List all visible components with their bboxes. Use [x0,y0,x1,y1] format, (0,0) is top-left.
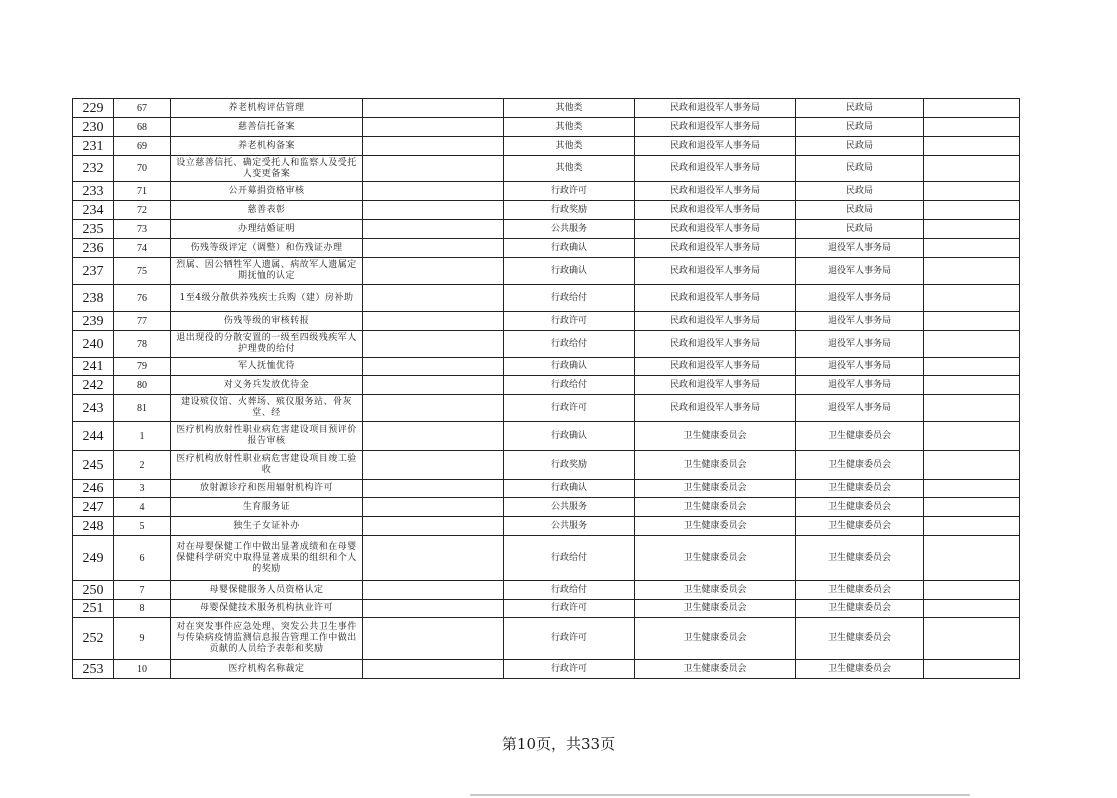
sub-number: 75 [114,258,171,285]
department: 卫生健康委员会 [635,498,796,517]
scan-edge-line [470,794,970,796]
item-type: 行政确认 [504,239,635,258]
table-row [73,156,1020,182]
table-row [73,118,1020,137]
item-name: 对在突发事件应急处理、突发公共卫生事件与传染病疫情监测信息报告管理工作中做出贡献的人员给予表彰和奖励 [171,618,363,660]
office: 退役军人事务局 [796,285,924,312]
item-type: 行政许可 [504,312,635,331]
office: 退役军人事务局 [796,239,924,258]
row-number: 242 [73,376,114,395]
row-number: 232 [73,156,114,182]
item-name: 独生子女证补办 [171,517,363,536]
sub-number: 69 [114,137,171,156]
row-number: 239 [73,312,114,331]
note-cell [924,137,1020,156]
note-cell [924,376,1020,395]
table-row [73,182,1020,201]
table-row [73,312,1020,331]
department: 卫生健康委员会 [635,451,796,480]
office: 退役军人事务局 [796,395,924,422]
row-number: 229 [73,99,114,118]
office: 卫生健康委员会 [796,581,924,600]
item-type: 行政确认 [504,480,635,498]
item-type: 行政确认 [504,258,635,285]
office: 退役军人事务局 [796,358,924,376]
basis-cell [363,239,504,258]
note-cell [924,156,1020,182]
row-number: 234 [73,201,114,220]
table-row [73,660,1020,679]
item-type: 行政奖励 [504,451,635,480]
item-type: 行政许可 [504,660,635,679]
table-row [73,376,1020,395]
item-name: 办理结婚证明 [171,220,363,239]
office: 民政局 [796,156,924,182]
item-name: 放射源诊疗和医用辐射机构许可 [171,480,363,498]
department: 卫生健康委员会 [635,618,796,660]
row-number: 252 [73,618,114,660]
note-cell [924,182,1020,201]
row-number: 243 [73,395,114,422]
sub-number: 4 [114,498,171,517]
note-cell [924,239,1020,258]
item-type: 行政许可 [504,395,635,422]
basis-cell [363,182,504,201]
item-type: 行政奖励 [504,201,635,220]
basis-cell [363,220,504,239]
department: 民政和退役军人事务局 [635,182,796,201]
row-number: 238 [73,285,114,312]
row-number: 240 [73,331,114,358]
item-name: 设立慈善信托、确定受托人和监察人及受托人变更备案 [171,156,363,182]
item-type: 其他类 [504,137,635,156]
row-number: 237 [73,258,114,285]
items-table [72,98,1020,679]
item-type: 行政确认 [504,358,635,376]
office: 卫生健康委员会 [796,660,924,679]
row-number: 251 [73,600,114,618]
sub-number: 77 [114,312,171,331]
row-number: 248 [73,517,114,536]
basis-cell [363,331,504,358]
basis-cell [363,312,504,331]
department: 民政和退役军人事务局 [635,220,796,239]
page-footer: 第10页，共33页 [501,735,616,753]
sub-number: 71 [114,182,171,201]
table-row [73,581,1020,600]
department: 卫生健康委员会 [635,422,796,451]
basis-cell [363,137,504,156]
office: 民政局 [796,99,924,118]
department: 民政和退役军人事务局 [635,239,796,258]
item-type: 行政许可 [504,600,635,618]
note-cell [924,358,1020,376]
office: 民政局 [796,201,924,220]
item-name: 母婴保健技术服务机构执业许可 [171,600,363,618]
item-type: 其他类 [504,156,635,182]
table-row [73,618,1020,660]
table-row [73,517,1020,536]
basis-cell [363,285,504,312]
department: 民政和退役军人事务局 [635,376,796,395]
sub-number: 79 [114,358,171,376]
department: 民政和退役军人事务局 [635,258,796,285]
department: 卫生健康委员会 [635,581,796,600]
row-number: 253 [73,660,114,679]
sub-number: 81 [114,395,171,422]
item-name: 建设殡仪馆、火葬场、殡仪服务站、骨灰堂、经 [171,395,363,422]
sub-number: 3 [114,480,171,498]
basis-cell [363,536,504,581]
row-number: 244 [73,422,114,451]
basis-cell [363,99,504,118]
row-number: 249 [73,536,114,581]
table-row [73,395,1020,422]
item-name: 医疗机构放射性职业病危害建设项目预评价报告审核 [171,422,363,451]
table-row [73,480,1020,498]
item-type: 行政给付 [504,536,635,581]
note-cell [924,331,1020,358]
basis-cell [363,581,504,600]
office: 民政局 [796,118,924,137]
office: 民政局 [796,182,924,201]
item-name: 退出现役的分散安置的一级至四级残疾军人护理费的给付 [171,331,363,358]
office: 卫生健康委员会 [796,480,924,498]
note-cell [924,517,1020,536]
table-row [73,99,1020,118]
row-number: 236 [73,239,114,258]
item-type: 其他类 [504,118,635,137]
item-name: 医疗机构放射性职业病危害建设项目竣工验收 [171,451,363,480]
department: 卫生健康委员会 [635,536,796,581]
department: 卫生健康委员会 [635,660,796,679]
basis-cell [363,358,504,376]
row-number: 250 [73,581,114,600]
table-row [73,600,1020,618]
table-row [73,137,1020,156]
sub-number: 70 [114,156,171,182]
basis-cell [363,660,504,679]
item-name: 伤残等级评定（调整）和伤残证办理 [171,239,363,258]
basis-cell [363,258,504,285]
item-name: 烈属、因公牺牲军人遗属、病故军人遗属定期抚恤的认定 [171,258,363,285]
note-cell [924,201,1020,220]
basis-cell [363,600,504,618]
item-name: 对在母婴保健工作中做出显著成绩和在母婴保健科学研究中取得显著成果的组织和个人的奖励 [171,536,363,581]
sub-number: 5 [114,517,171,536]
row-number: 230 [73,118,114,137]
item-type: 行政确认 [504,422,635,451]
item-type: 行政给付 [504,376,635,395]
item-name: 生育服务证 [171,498,363,517]
sub-number: 7 [114,581,171,600]
office: 退役军人事务局 [796,258,924,285]
item-type: 行政许可 [504,618,635,660]
department: 民政和退役军人事务局 [635,156,796,182]
office: 卫生健康委员会 [796,517,924,536]
office: 退役军人事务局 [796,331,924,358]
department: 民政和退役军人事务局 [635,137,796,156]
sub-number: 6 [114,536,171,581]
row-number: 231 [73,137,114,156]
item-type: 公共服务 [504,517,635,536]
office: 退役军人事务局 [796,376,924,395]
office: 民政局 [796,220,924,239]
sub-number: 9 [114,618,171,660]
office: 卫生健康委员会 [796,600,924,618]
basis-cell [363,498,504,517]
note-cell [924,498,1020,517]
note-cell [924,285,1020,312]
sub-number: 2 [114,451,171,480]
department: 民政和退役军人事务局 [635,395,796,422]
note-cell [924,600,1020,618]
office: 退役军人事务局 [796,312,924,331]
item-name: 1至4级分散供养残疾士兵购（建）房补助 [171,285,363,312]
note-cell [924,581,1020,600]
item-type: 行政给付 [504,581,635,600]
note-cell [924,660,1020,679]
office: 卫生健康委员会 [796,618,924,660]
sub-number: 68 [114,118,171,137]
table-row [73,201,1020,220]
department: 民政和退役军人事务局 [635,118,796,137]
note-cell [924,99,1020,118]
table-row [73,422,1020,451]
basis-cell [363,156,504,182]
item-name: 养老机构评估管理 [171,99,363,118]
sub-number: 80 [114,376,171,395]
item-type: 其他类 [504,99,635,118]
department: 卫生健康委员会 [635,480,796,498]
table-row [73,285,1020,312]
row-number: 235 [73,220,114,239]
table-row [73,220,1020,239]
department: 卫生健康委员会 [635,517,796,536]
office: 卫生健康委员会 [796,536,924,581]
item-type: 行政给付 [504,331,635,358]
item-name: 军人抚恤优待 [171,358,363,376]
basis-cell [363,517,504,536]
item-type: 公共服务 [504,498,635,517]
item-name: 母婴保健服务人员资格认定 [171,581,363,600]
sub-number: 76 [114,285,171,312]
note-cell [924,258,1020,285]
department: 民政和退役军人事务局 [635,99,796,118]
department: 民政和退役军人事务局 [635,331,796,358]
note-cell [924,312,1020,331]
table-row [73,498,1020,517]
table-row [73,331,1020,358]
row-number: 247 [73,498,114,517]
office: 民政局 [796,137,924,156]
basis-cell [363,618,504,660]
sub-number: 74 [114,239,171,258]
office: 卫生健康委员会 [796,498,924,517]
item-name: 公开募捐资格审核 [171,182,363,201]
row-number: 233 [73,182,114,201]
basis-cell [363,451,504,480]
note-cell [924,220,1020,239]
table-row [73,536,1020,581]
note-cell [924,422,1020,451]
item-name: 伤残等级的审核转报 [171,312,363,331]
office: 卫生健康委员会 [796,422,924,451]
department: 民政和退役军人事务局 [635,285,796,312]
sub-number: 73 [114,220,171,239]
item-name: 对义务兵发放优待金 [171,376,363,395]
sub-number: 1 [114,422,171,451]
sub-number: 78 [114,331,171,358]
note-cell [924,480,1020,498]
department: 卫生健康委员会 [635,600,796,618]
note-cell [924,118,1020,137]
table-row [73,451,1020,480]
item-type: 行政许可 [504,182,635,201]
row-number: 245 [73,451,114,480]
department: 民政和退役军人事务局 [635,312,796,331]
table-row [73,358,1020,376]
item-name: 养老机构备案 [171,137,363,156]
note-cell [924,618,1020,660]
basis-cell [363,201,504,220]
basis-cell [363,480,504,498]
item-name: 医疗机构名称裁定 [171,660,363,679]
basis-cell [363,395,504,422]
table-body [73,99,1020,679]
sub-number: 8 [114,600,171,618]
basis-cell [363,118,504,137]
table-row [73,258,1020,285]
office: 卫生健康委员会 [796,451,924,480]
item-type: 行政给付 [504,285,635,312]
sub-number: 72 [114,201,171,220]
basis-cell [363,376,504,395]
note-cell [924,395,1020,422]
note-cell [924,536,1020,581]
department: 民政和退役军人事务局 [635,358,796,376]
table-row [73,239,1020,258]
sub-number: 67 [114,99,171,118]
row-number: 241 [73,358,114,376]
department: 民政和退役军人事务局 [635,201,796,220]
basis-cell [363,422,504,451]
sub-number: 10 [114,660,171,679]
item-type: 公共服务 [504,220,635,239]
row-number: 246 [73,480,114,498]
item-name: 慈善信托备案 [171,118,363,137]
item-name: 慈善表彰 [171,201,363,220]
note-cell [924,451,1020,480]
